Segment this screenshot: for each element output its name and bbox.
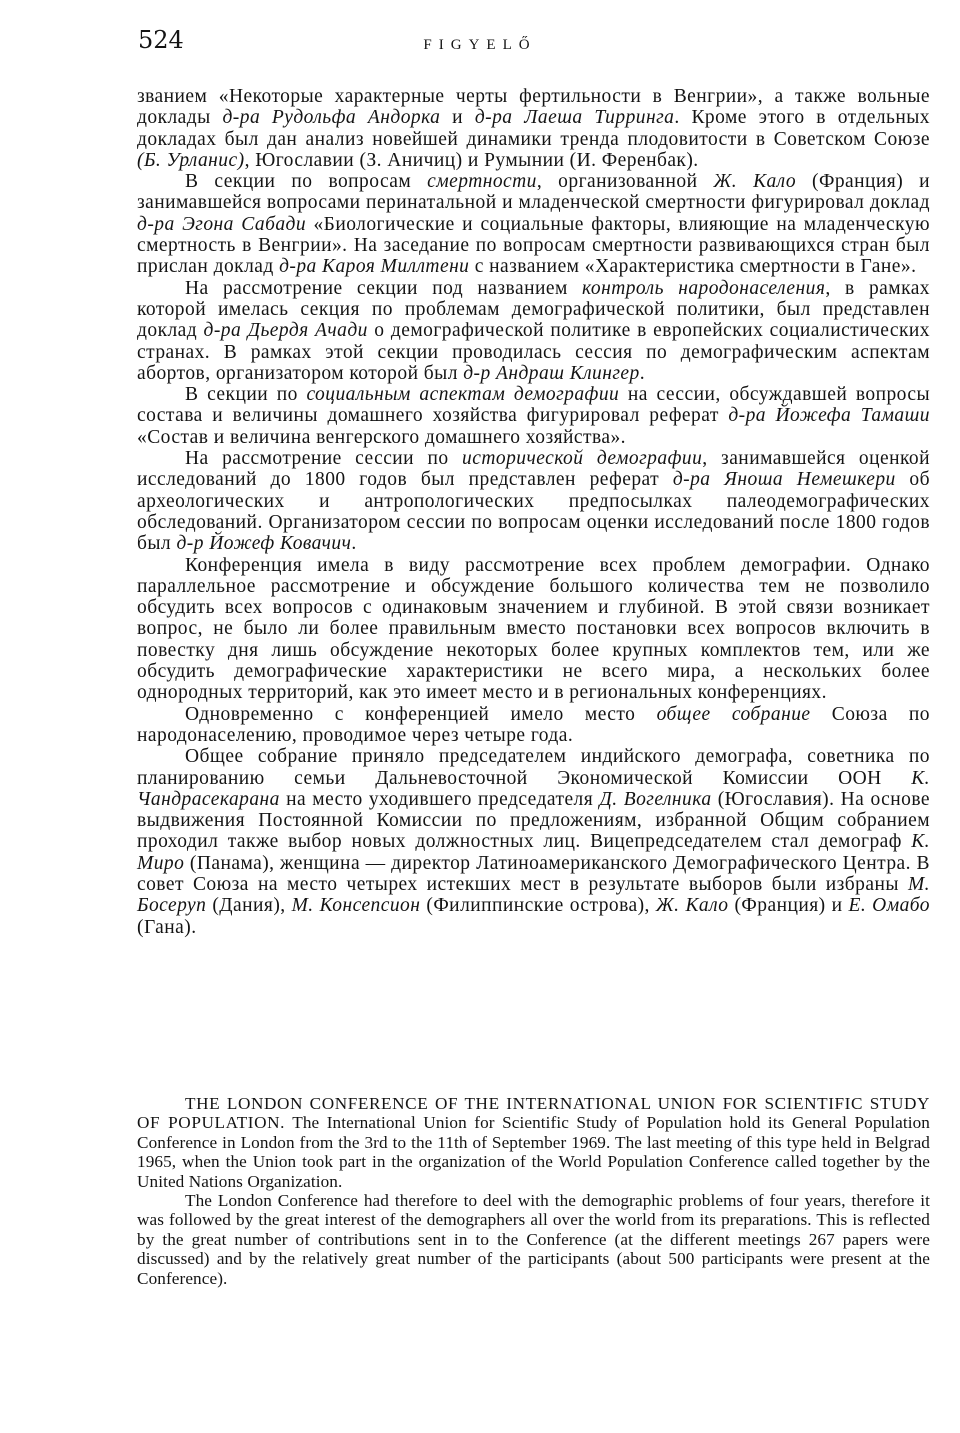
page-number: 524: [138, 26, 184, 54]
english-paragraph-interest: The London Conference had therefore to deel with the demographic problems of four years, therefore it was followed by the great interest of the demographers all over the world from its preparations. This is reflected by the great number of contributions sent in to the Conference (at the different meetings 267 papers were discussed) and by the relatively great number of the participants (about 500 participants were present at the Conference).: [137, 1191, 930, 1288]
paragraph-elections: Общее собрание приняло председателем индийского демографа, советника по планированию семьи Дальневосточной Экономической Комиссии ООН К. Чандрасекарана на место уходившего председателя Д. Вогелника (Югославия). На основе выдвижения Постоянной Комиссии по предложениям, избранной Общим собранием проходил также выбор новых должностных лиц. Вицепредседателем стал демограф К. Миро (Панама), женщина — директор Латиноамериканского Демографического Центра. В совет Союза на место четырех истекших мест в результате выборов были избраны М. Босеруп (Дания), М. Консепсион (Филиппинские острова), Ж. Кало (Франция) и Е. Омабо (Гана).: [137, 746, 931, 938]
paragraph-general-assembly: Одновременно с конференцией имело место общее собрание Союза по народонаселению, проводимое через четыре года.: [137, 703, 930, 746]
paragraph-social-aspects: В секции по социальным аспектам демографии на сессии, обсуждавшей вопросы состава и величины домашнего хозяйства фигурировал реферат д-ра Йожефа Тамаши «Состав и величина венгерского домашнего хозяйства».: [137, 384, 931, 448]
english-summary-block: [137, 1094, 930, 1288]
paragraph-fertility: званием «Некоторые характерные черты фертильности в Венгрии», а также вольные доклады д-ра Рудольфа Андорка и д-ра Лаеша Тирринга. Кроме этого в отдельных докладах был дан анализ новейшей динамики тренда плодовитости в Советском Союзе (Б. Урланис), Югославии (З. Аничиц) и Румынии (И. Ференбак).: [137, 86, 931, 171]
paragraph-conference-assessment: Конференция имела в виду рассмотрение всех проблем демографии. Однако параллельное рассмотрение и обсуждение большого количества тем не позволило обсудить всех вопросов с одинаковым значением и глубиной. В этой связи возникает вопрос, не было ли более правильным вместо постановки всех вопросов включить в повестку дня лишь обсуждение некоторых более крупных комплектов тем, или же обсудить демографические характеристики не всего мира, а нескольких более однородных территорий, как это имеет место и в региональных конференциях.: [137, 554, 930, 704]
russian-text-block: [137, 86, 930, 938]
running-title: FIGYELŐ: [423, 37, 537, 53]
paragraph-mortality: В секции по вопросам смертности, организованной Ж. Кало (Франция) и занимавшейся вопросами перинатальной и младенческой смертности фигурировал доклад д-ра Эгона Сабади «Биологические и социальные факторы, влияющие на младенческую смертность в Венгрии». На заседание по вопросам смертности развивающихся стран был прислан доклад д-ра Кароя Миллтени с названием «Характеристика смертности в Гане».: [137, 171, 930, 278]
english-summary-title: THE LONDON CONFERENCE OF THE INTERNATIONAL UNION FOR SCIENTIFIC STUDY OF POPULATION.: [137, 1094, 930, 1133]
english-paragraph-intro: THE LONDON CONFERENCE OF THE INTERNATIONAL UNION FOR SCIENTIFIC STUDY OF POPULATION. The International Union for Scientific Study of Population hold its General Population Conference in London from the 3rd to the 11th of September 1969. The last meeting of this type held in Belgrad 1965, when the Union took part in the organization of the World Population Conference called together by the United Nations Organization.: [137, 1094, 930, 1191]
paragraph-historical-demography: На рассмотрение сессии по исторической демографии, занимавшейся оценкой исследований до 1800 годов был представлен реферат д-ра Яноша Немешкери об археологических и антропологических предпосылках палеодемографических обследований. Организатором сессии по вопросам оценки исследований после 1800 годов был д-р Йожеф Ковачич.: [137, 448, 931, 555]
paragraph-population-control: На рассмотрение секции под названием контроль народонаселения, в рамках которой имелась секция по проблемам демографической политики, был представлен доклад д-ра Дьердя Ачади о демографической политике в европейских социалистических странах. В рамках этой секции проводилась сессия по демографическим аспектам абортов, организатором которой был д-р Андраш Клингер.: [137, 277, 931, 384]
